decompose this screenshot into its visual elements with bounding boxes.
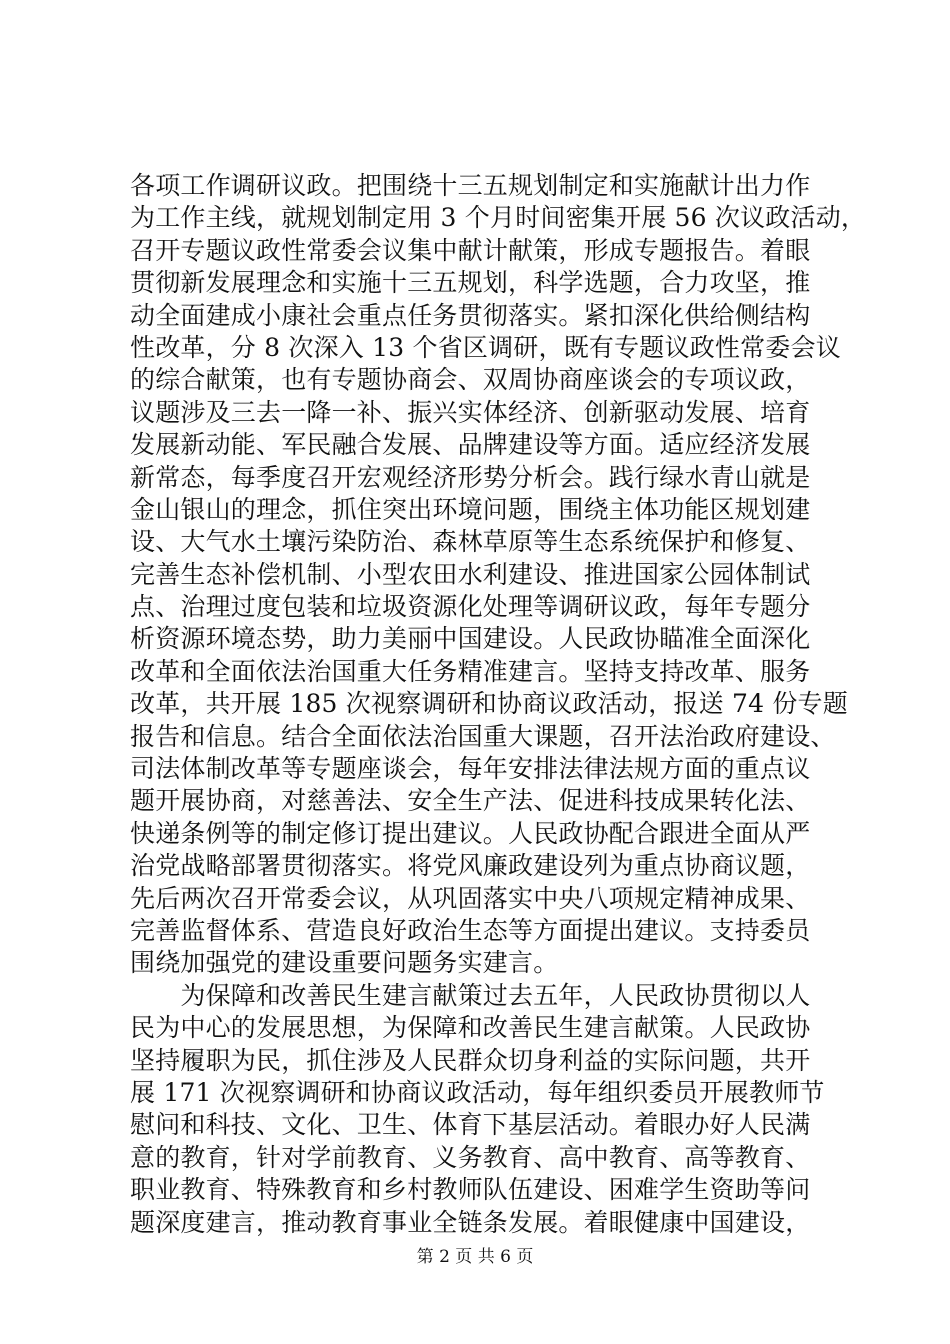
text-line: 贯彻新发展理念和实施十三五规划，科学选题，合力攻坚，推 [130,268,811,298]
text-line: 议题涉及三去一降一补、振兴实体经济、创新驱动发展、培育 [130,397,811,427]
text-line: 民为中心的发展思想，为保障和改善民生建言献策。人民政协 [130,1013,811,1043]
text-line: 慰问和科技、文化、卫生、体育下基层活动。着眼办好人民满 [130,1110,811,1140]
text-line: 意的教育，针对学前教育、义务教育、高中教育、高等教育、 [130,1142,811,1172]
text-line: 坚持履职为民，抓住涉及人民群众切身利益的实际问题，共开 [130,1045,811,1075]
text-line: 性改革，分 8 次深入 13 个省区调研，既有专题议政性常委会议 [130,332,841,362]
text-line: 发展新动能、军民融合发展、品牌建设等方面。适应经济发展 [130,430,811,460]
text-line: 召开专题议政性常委会议集中献计献策，形成专题报告。着眼 [130,235,811,265]
text-line: 设、大气水土壤污染防治、森林草原等生态系统保护和修复、 [130,527,811,557]
body-text [130,170,867,1239]
text-line: 司法体制改革等专题座谈会，每年安排法律法规方面的重点议 [130,754,811,784]
text-line: 题深度建言，推动教育事业全链条发展。着眼健康中国建设， [130,1207,811,1237]
text-line: 围绕加强党的建设重要问题务实建言。 [130,948,559,978]
text-line: 题开展协商，对慈善法、安全生产法、促进科技成果转化法、 [130,786,811,816]
text-line: 改革和全面依法治国重大任务精准建言。坚持支持改革、服务 [130,656,811,686]
text-line: 快递条例等的制定修订提出建议。人民政协配合跟进全面从严 [130,818,811,848]
text-line: 金山银山的理念，抓住突出环境问题，围绕主体功能区规划建 [130,494,811,524]
text-line: 报告和信息。结合全面依法治国重大课题，召开法治政府建设、 [130,721,836,751]
text-line: 职业教育、特殊教育和乡村教师队伍建设、困难学生资助等问 [130,1175,811,1205]
text-line: 为工作主线，就规划制定用 3 个月时间密集开展 56 次议政活动， [130,203,867,233]
text-line: 先后两次召开常委会议，从巩固落实中央八项规定精神成果、 [130,883,811,913]
text-line: 新常态，每季度召开宏观经济形势分析会。践行绿水青山就是 [130,462,811,492]
page-number-footer: 第 2 页 共 6 页 [416,1247,534,1267]
text-line: 析资源环境态势，助力美丽中国建设。人民政协瞄准全面深化 [130,624,811,654]
text-line: 的综合献策，也有专题协商会、双周协商座谈会的专项议政， [130,365,811,395]
text-line: 为保障和改善民生建言献策过去五年，人民政协贯彻以人 [130,980,811,1010]
text-line: 治党战略部署贯彻落实。将党风廉政建设列为重点协商议题， [130,851,811,881]
text-line: 完善监督体系、营造良好政治生态等方面提出建议。支持委员 [130,915,811,945]
text-line: 各项工作调研议政。把围绕十三五规划制定和实施献计出力作 [130,171,811,200]
text-line: 展 171 次视察调研和协商议政活动，每年组织委员开展教师节 [130,1077,825,1107]
text-line: 完善生态补偿机制、小型农田水利建设、推进国家公园体制试 [130,559,811,589]
text-line: 改革，共开展 185 次视察调研和协商议政活动，报送 74 份专题 [130,689,848,719]
text-line: 动全面建成小康社会重点任务贯彻落实。紧扣深化供给侧结构 [130,300,811,330]
text-line: 点、治理过度包装和垃圾资源化处理等调研议政，每年专题分 [130,592,811,622]
